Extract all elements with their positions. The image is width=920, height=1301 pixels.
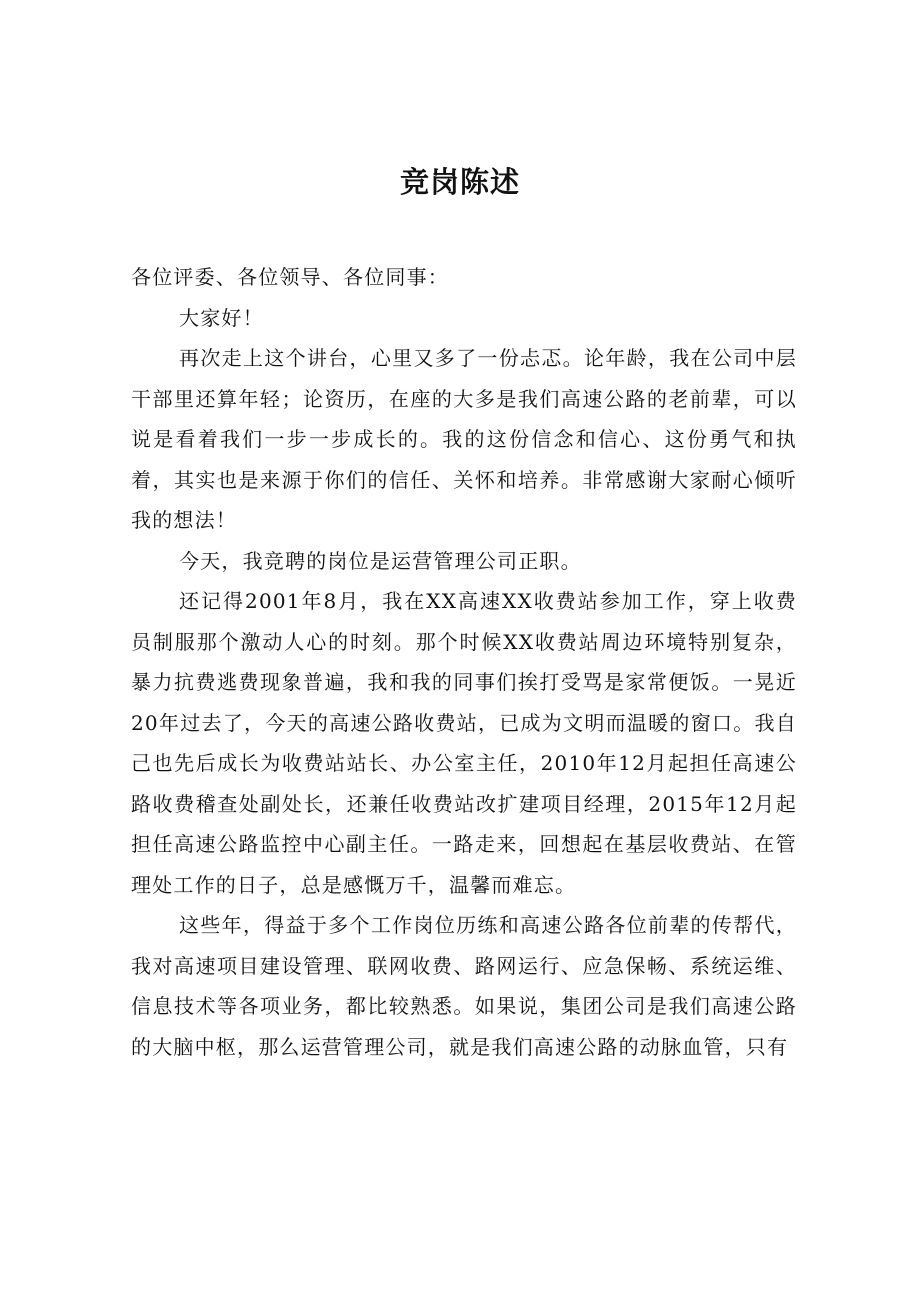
salutation: 各位评委、各位领导、各位同事： (131, 265, 449, 289)
paragraph-position: 今天，我竞聘的岗位是运营管理公司正职。 (179, 548, 582, 573)
document-body (131, 257, 797, 1067)
paragraph-experience: 这些年，得益于多个工作岗位历练和高速公路各位前辈的传帮代，我对高速项目建设管理、联网收费、路网运行、应急保畅、系统运维、信息技术等各项业务，都比较熟悉。如果说，集团公司是我们高速公路的大脑中枢，那么运营管理公司，就是我们高速公路的动脉血管，只有 (131, 913, 797, 1059)
paragraph-intro: 再次走上这个讲台，心里又多了一份忐忑。论年龄，我在公司中层干部里还算年轻；论资历，在座的大多是我们高速公路的老前辈，可以说是看着我们一步一步成长的。我的这份信念和信心、这份勇气和执着，其实也是来源于你们的信任、关怀和培养。非常感谢大家耐心倾听我的想法！ (131, 346, 797, 532)
paragraph-greeting: 大家好！ (179, 305, 264, 330)
document-title: 竞岗陈述 (399, 165, 520, 199)
paragraph-career: 还记得2001年8月，我在XX高速XX收费站参加工作，穿上收费员制服那个激动人心的时刻。那个时候XX收费站周边环境特别复杂，暴力抗费逃费现象普遍，我和我的同事们挨打受骂是家常便饭。一晃近20年过去了，今天的高速公路收费站，已成为文明而温暖的窗口。我自己也先后成长为收费站站长、办公室主任，2010年12月起担任高速公路收费稽查处副处长，还兼任收费站改扩建项目经理，2015年12月起担任高速公路监控中心副主任。一路走来，回想起在基层收费站、在管理处工作的日子，总是感慨万千，温馨而难忘。 (131, 589, 797, 897)
